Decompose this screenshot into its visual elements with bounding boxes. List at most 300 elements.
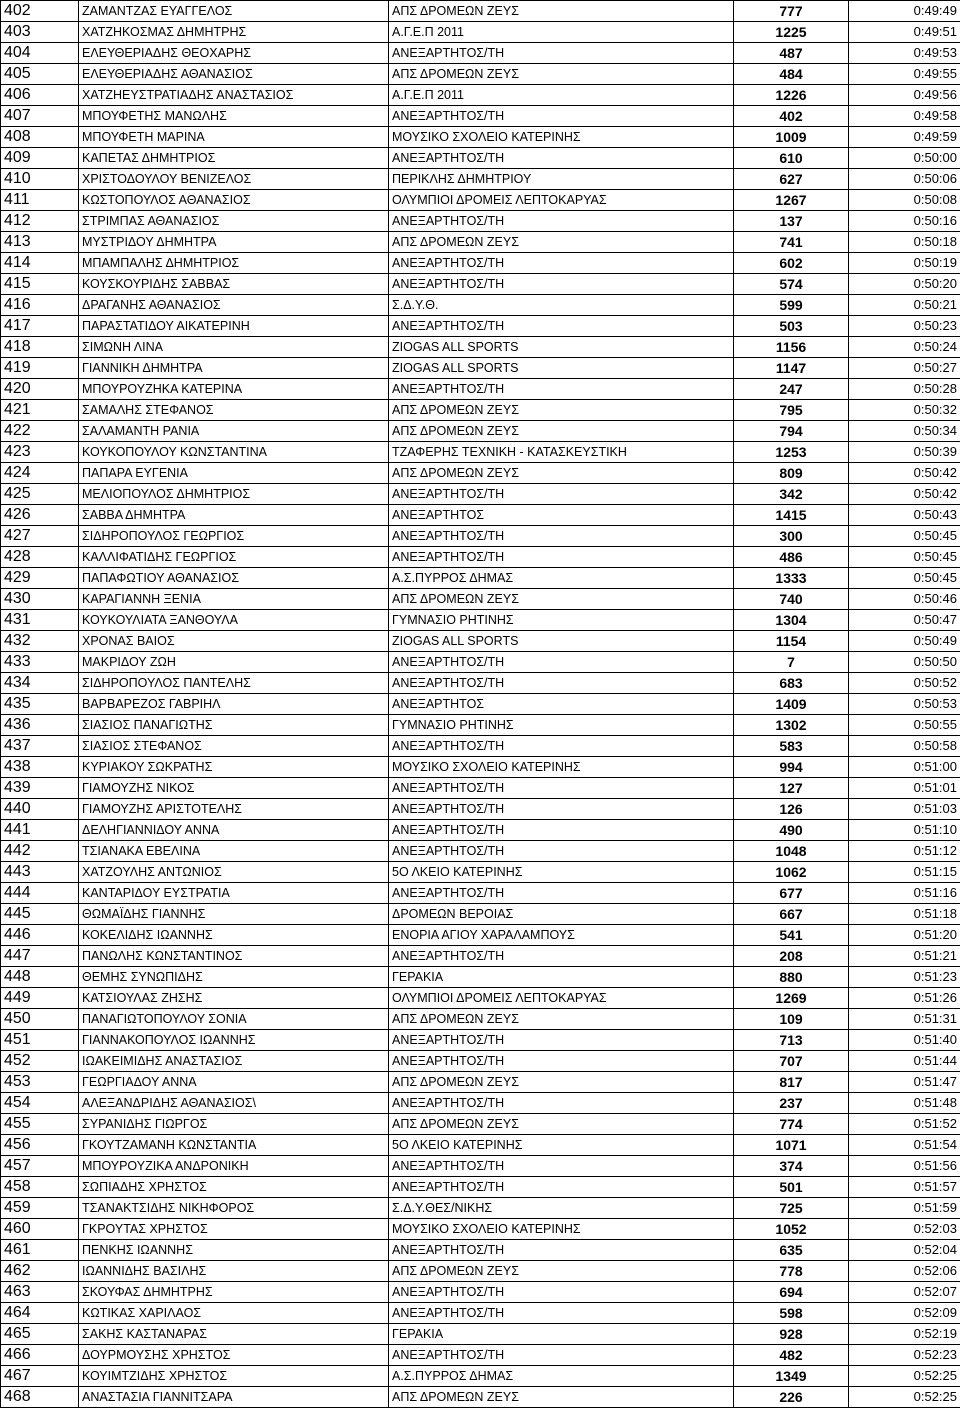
bib-number-cell: 1225 bbox=[734, 22, 849, 43]
club-cell: ΓΥΜΝΑΣΙΟ ΡΗΤΙΝΗΣ bbox=[389, 715, 734, 736]
table-row bbox=[1, 1135, 960, 1156]
bib-number-cell: 109 bbox=[734, 1009, 849, 1030]
bib-number-cell: 777 bbox=[734, 1, 849, 22]
runner-name-cell: ΖΑΜΑΝΤΖΑΣ ΕΥΑΓΓΕΛΟΣ bbox=[79, 1, 389, 22]
rank-cell: 438 bbox=[1, 757, 79, 778]
table-row bbox=[1, 190, 960, 211]
club-cell: ΑΝΕΞΑΡΤΗΤΟΣ/ΤΗ bbox=[389, 1156, 734, 1177]
rank-cell: 440 bbox=[1, 799, 79, 820]
runner-name-cell: ΚΩΣΤΟΠΟΥΛΟΣ ΑΘΑΝΑΣΙΟΣ bbox=[79, 190, 389, 211]
table-row bbox=[1, 1051, 960, 1072]
rank-cell: 414 bbox=[1, 253, 79, 274]
table-row bbox=[1, 274, 960, 295]
rank-cell: 420 bbox=[1, 379, 79, 400]
table-row bbox=[1, 694, 960, 715]
runner-name-cell: ΚΑΛΛΙΦΑΤΙΔΗΣ ΓΕΩΡΓΙΟΣ bbox=[79, 547, 389, 568]
bib-number-cell: 300 bbox=[734, 526, 849, 547]
rank-cell: 423 bbox=[1, 442, 79, 463]
rank-cell: 455 bbox=[1, 1114, 79, 1135]
rank-cell: 429 bbox=[1, 568, 79, 589]
rank-cell: 461 bbox=[1, 1240, 79, 1261]
table-row bbox=[1, 232, 960, 253]
table-row bbox=[1, 22, 960, 43]
finish-time-cell: 0:50:52 bbox=[849, 673, 960, 694]
bib-number-cell: 598 bbox=[734, 1303, 849, 1324]
bib-number-cell: 7 bbox=[734, 652, 849, 673]
club-cell: ΑΝΕΞΑΡΤΗΤΟΣ/ΤΗ bbox=[389, 274, 734, 295]
rank-cell: 444 bbox=[1, 883, 79, 904]
club-cell: ΑΝΕΞΑΡΤΗΤΟΣ/ΤΗ bbox=[389, 736, 734, 757]
table-row bbox=[1, 1387, 960, 1408]
table-row bbox=[1, 841, 960, 862]
bib-number-cell: 137 bbox=[734, 211, 849, 232]
runner-name-cell: ΣΥΡΑΝΙΔΗΣ ΓΙΩΡΓΟΣ bbox=[79, 1114, 389, 1135]
finish-time-cell: 0:51:00 bbox=[849, 757, 960, 778]
table-row bbox=[1, 757, 960, 778]
bib-number-cell: 1253 bbox=[734, 442, 849, 463]
finish-time-cell: 0:50:42 bbox=[849, 484, 960, 505]
table-row bbox=[1, 169, 960, 190]
table-row bbox=[1, 127, 960, 148]
bib-number-cell: 599 bbox=[734, 295, 849, 316]
runner-name-cell: ΧΡΙΣΤΟΔΟΥΛΟΥ ΒΕΝΙΖΕΛΟΣ bbox=[79, 169, 389, 190]
club-cell: ΑΝΕΞΑΡΤΗΤΟΣ/ΤΗ bbox=[389, 673, 734, 694]
runner-name-cell: ΚΥΡΙΑΚΟΥ ΣΩΚΡΑΤΗΣ bbox=[79, 757, 389, 778]
finish-time-cell: 0:49:56 bbox=[849, 85, 960, 106]
bib-number-cell: 809 bbox=[734, 463, 849, 484]
club-cell: ΑΠΣ ΔΡΟΜΕΩΝ ΖΕΥΣ bbox=[389, 421, 734, 442]
club-cell: ΑΝΕΞΑΡΤΗΤΟΣ/ΤΗ bbox=[389, 1282, 734, 1303]
runner-name-cell: ΧΡΟΝΑΣ ΒΑΙΟΣ bbox=[79, 631, 389, 652]
club-cell: ΑΝΕΞΑΡΤΗΤΟΣ/ΤΗ bbox=[389, 379, 734, 400]
table-row bbox=[1, 1198, 960, 1219]
club-cell: ΑΝΕΞΑΡΤΗΤΟΣ/ΤΗ bbox=[389, 1303, 734, 1324]
finish-time-cell: 0:50:32 bbox=[849, 400, 960, 421]
runner-name-cell: ΠΑΝΑΓΙΩΤΟΠΟΥΛΟΥ ΣΟΝΙΑ bbox=[79, 1009, 389, 1030]
rank-cell: 415 bbox=[1, 274, 79, 295]
bib-number-cell: 484 bbox=[734, 64, 849, 85]
table-row bbox=[1, 1324, 960, 1345]
table-row bbox=[1, 1, 960, 22]
runner-name-cell: ΕΛΕΥΘΕΡΙΑΔΗΣ ΑΘΑΝΑΣΙΟΣ bbox=[79, 64, 389, 85]
rank-cell: 416 bbox=[1, 295, 79, 316]
club-cell: ΑΝΕΞΑΡΤΗΤΟΣ/ΤΗ bbox=[389, 547, 734, 568]
runner-name-cell: ΣΤΡΙΜΠΑΣ ΑΘΑΝΑΣΙΟΣ bbox=[79, 211, 389, 232]
finish-time-cell: 0:50:08 bbox=[849, 190, 960, 211]
table-row bbox=[1, 421, 960, 442]
bib-number-cell: 880 bbox=[734, 967, 849, 988]
club-cell: ΑΠΣ ΔΡΟΜΕΩΝ ΖΕΥΣ bbox=[389, 1114, 734, 1135]
bib-number-cell: 1302 bbox=[734, 715, 849, 736]
finish-time-cell: 0:50:27 bbox=[849, 358, 960, 379]
finish-time-cell: 0:50:18 bbox=[849, 232, 960, 253]
bib-number-cell: 677 bbox=[734, 883, 849, 904]
table-row bbox=[1, 463, 960, 484]
bib-number-cell: 342 bbox=[734, 484, 849, 505]
bib-number-cell: 627 bbox=[734, 169, 849, 190]
rank-cell: 445 bbox=[1, 904, 79, 925]
bib-number-cell: 741 bbox=[734, 232, 849, 253]
bib-number-cell: 374 bbox=[734, 1156, 849, 1177]
bib-number-cell: 574 bbox=[734, 274, 849, 295]
rank-cell: 457 bbox=[1, 1156, 79, 1177]
bib-number-cell: 541 bbox=[734, 925, 849, 946]
bib-number-cell: 486 bbox=[734, 547, 849, 568]
runner-name-cell: ΚΑΝΤΑΡΙΔΟΥ ΕΥΣΤΡΑΤΙΑ bbox=[79, 883, 389, 904]
bib-number-cell: 1147 bbox=[734, 358, 849, 379]
rank-cell: 432 bbox=[1, 631, 79, 652]
bib-number-cell: 725 bbox=[734, 1198, 849, 1219]
finish-time-cell: 0:50:23 bbox=[849, 316, 960, 337]
bib-number-cell: 774 bbox=[734, 1114, 849, 1135]
finish-time-cell: 0:50:45 bbox=[849, 547, 960, 568]
table-row bbox=[1, 1219, 960, 1240]
runner-name-cell: ΣΑΜΑΛΗΣ ΣΤΕΦΑΝΟΣ bbox=[79, 400, 389, 421]
table-row bbox=[1, 568, 960, 589]
runner-name-cell: ΜΠΑΜΠΑΛΗΣ ΔΗΜΗΤΡΙΟΣ bbox=[79, 253, 389, 274]
runner-name-cell: ΓΚΡΟΥΤΑΣ ΧΡΗΣΤΟΣ bbox=[79, 1219, 389, 1240]
rank-cell: 430 bbox=[1, 589, 79, 610]
rank-cell: 456 bbox=[1, 1135, 79, 1156]
club-cell: ΑΠΣ ΔΡΟΜΕΩΝ ΖΕΥΣ bbox=[389, 64, 734, 85]
club-cell: ΑΠΣ ΔΡΟΜΕΩΝ ΖΕΥΣ bbox=[389, 463, 734, 484]
rank-cell: 425 bbox=[1, 484, 79, 505]
bib-number-cell: 1409 bbox=[734, 694, 849, 715]
finish-time-cell: 0:50:42 bbox=[849, 463, 960, 484]
finish-time-cell: 0:49:49 bbox=[849, 1, 960, 22]
runner-name-cell: ΣΙΑΣΙΟΣ ΠΑΝΑΓΙΩΤΗΣ bbox=[79, 715, 389, 736]
rank-cell: 426 bbox=[1, 505, 79, 526]
club-cell: ΑΝΕΞΑΡΤΗΤΟΣ/ΤΗ bbox=[389, 652, 734, 673]
rank-cell: 428 bbox=[1, 547, 79, 568]
finish-time-cell: 0:50:34 bbox=[849, 421, 960, 442]
finish-time-cell: 0:52:19 bbox=[849, 1324, 960, 1345]
finish-time-cell: 0:50:53 bbox=[849, 694, 960, 715]
club-cell: ΠΕΡΙΚΛΗΣ ΔΗΜΗΤΡΙΟΥ bbox=[389, 169, 734, 190]
runner-name-cell: ΕΛΕΥΘΕΡΙΑΔΗΣ ΘΕΟΧΑΡΗΣ bbox=[79, 43, 389, 64]
club-cell: Σ.Δ.Υ.Θ. bbox=[389, 295, 734, 316]
table-row bbox=[1, 106, 960, 127]
table-row bbox=[1, 652, 960, 673]
finish-time-cell: 0:51:26 bbox=[849, 988, 960, 1009]
bib-number-cell: 1052 bbox=[734, 1219, 849, 1240]
club-cell: ΑΠΣ ΔΡΟΜΕΩΝ ΖΕΥΣ bbox=[389, 1, 734, 22]
table-row bbox=[1, 820, 960, 841]
club-cell: ΑΠΣ ΔΡΟΜΕΩΝ ΖΕΥΣ bbox=[389, 1261, 734, 1282]
table-row bbox=[1, 358, 960, 379]
table-row bbox=[1, 400, 960, 421]
runner-name-cell: ΠΑΝΩΛΗΣ ΚΩΝΣΤΑΝΤΙΝΟΣ bbox=[79, 946, 389, 967]
table-row bbox=[1, 736, 960, 757]
bib-number-cell: 501 bbox=[734, 1177, 849, 1198]
bib-number-cell: 794 bbox=[734, 421, 849, 442]
bib-number-cell: 1062 bbox=[734, 862, 849, 883]
club-cell: ΜΟΥΣΙΚΟ ΣΧΟΛΕΙΟ ΚΑΤΕΡΙΝΗΣ bbox=[389, 757, 734, 778]
rank-cell: 441 bbox=[1, 820, 79, 841]
club-cell: ΑΝΕΞΑΡΤΗΤΟΣ/ΤΗ bbox=[389, 253, 734, 274]
rank-cell: 417 bbox=[1, 316, 79, 337]
runner-name-cell: ΙΩΑΚΕΙΜΙΔΗΣ ΑΝΑΣΤΑΣΙΟΣ bbox=[79, 1051, 389, 1072]
rank-cell: 407 bbox=[1, 106, 79, 127]
runner-name-cell: ΔΟΥΡΜΟΥΣΗΣ ΧΡΗΣΤΟΣ bbox=[79, 1345, 389, 1366]
runner-name-cell: ΜΕΛΙΟΠΟΥΛΟΣ ΔΗΜΗΤΡΙΟΣ bbox=[79, 484, 389, 505]
club-cell: ΑΠΣ ΔΡΟΜΕΩΝ ΖΕΥΣ bbox=[389, 1387, 734, 1408]
rank-cell: 452 bbox=[1, 1051, 79, 1072]
table-row bbox=[1, 85, 960, 106]
finish-time-cell: 0:50:50 bbox=[849, 652, 960, 673]
rank-cell: 458 bbox=[1, 1177, 79, 1198]
runner-name-cell: ΣΑΛΑΜΑΝΤΗ ΡΑΝΙΑ bbox=[79, 421, 389, 442]
finish-time-cell: 0:49:59 bbox=[849, 127, 960, 148]
finish-time-cell: 0:51:44 bbox=[849, 1051, 960, 1072]
club-cell: ΑΝΕΞΑΡΤΗΤΟΣ/ΤΗ bbox=[389, 946, 734, 967]
finish-time-cell: 0:52:06 bbox=[849, 1261, 960, 1282]
rank-cell: 421 bbox=[1, 400, 79, 421]
finish-time-cell: 0:49:58 bbox=[849, 106, 960, 127]
rank-cell: 447 bbox=[1, 946, 79, 967]
runner-name-cell: ΜΠΟΥΦΕΤΗΣ ΜΑΝΩΛΗΣ bbox=[79, 106, 389, 127]
club-cell: ΑΝΕΞΑΡΤΗΤΟΣ/ΤΗ bbox=[389, 1030, 734, 1051]
bib-number-cell: 740 bbox=[734, 589, 849, 610]
rank-cell: 434 bbox=[1, 673, 79, 694]
table-row bbox=[1, 946, 960, 967]
runner-name-cell: ΠΑΠΑΡΑ ΕΥΓΕΝΙΑ bbox=[79, 463, 389, 484]
finish-time-cell: 0:50:45 bbox=[849, 568, 960, 589]
finish-time-cell: 0:51:01 bbox=[849, 778, 960, 799]
table-row bbox=[1, 211, 960, 232]
table-row bbox=[1, 148, 960, 169]
rank-cell: 459 bbox=[1, 1198, 79, 1219]
bib-number-cell: 817 bbox=[734, 1072, 849, 1093]
club-cell: ZIOGAS ALL SPORTS bbox=[389, 631, 734, 652]
table-row bbox=[1, 904, 960, 925]
rank-cell: 448 bbox=[1, 967, 79, 988]
club-cell: ΑΝΕΞΑΡΤΗΤΟΣ/ΤΗ bbox=[389, 211, 734, 232]
runner-name-cell: ΧΑΤΖΟΥΛΗΣ ΑΝΤΩΝΙΟΣ bbox=[79, 862, 389, 883]
runner-name-cell: ΣΩΠΙΑΔΗΣ ΧΡΗΣΤΟΣ bbox=[79, 1177, 389, 1198]
table-row bbox=[1, 778, 960, 799]
bib-number-cell: 1333 bbox=[734, 568, 849, 589]
club-cell: Α.Γ.Ε.Π 2011 bbox=[389, 22, 734, 43]
table-row bbox=[1, 1366, 960, 1387]
bib-number-cell: 1154 bbox=[734, 631, 849, 652]
finish-time-cell: 0:52:03 bbox=[849, 1219, 960, 1240]
finish-time-cell: 0:51:23 bbox=[849, 967, 960, 988]
bib-number-cell: 610 bbox=[734, 148, 849, 169]
runner-name-cell: ΒΑΡΒΑΡΕΖΟΣ ΓΑΒΡΙΗΛ bbox=[79, 694, 389, 715]
club-cell: ΑΝΕΞΑΡΤΗΤΟΣ/ΤΗ bbox=[389, 883, 734, 904]
finish-time-cell: 0:49:51 bbox=[849, 22, 960, 43]
runner-name-cell: ΚΑΠΕΤΑΣ ΔΗΜΗΤΡΙΟΣ bbox=[79, 148, 389, 169]
rank-cell: 451 bbox=[1, 1030, 79, 1051]
runner-name-cell: ΤΣΑΝΑΚΤΣΙΔΗΣ ΝΙΚΗΦΟΡΟΣ bbox=[79, 1198, 389, 1219]
finish-time-cell: 0:50:19 bbox=[849, 253, 960, 274]
club-cell: ZIOGAS ALL SPORTS bbox=[389, 337, 734, 358]
club-cell: ΑΝΕΞΑΡΤΗΤΟΣ/ΤΗ bbox=[389, 1177, 734, 1198]
bib-number-cell: 208 bbox=[734, 946, 849, 967]
club-cell: ΑΝΕΞΑΡΤΗΤΟΣ/ΤΗ bbox=[389, 1345, 734, 1366]
rank-cell: 418 bbox=[1, 337, 79, 358]
table-row bbox=[1, 1177, 960, 1198]
table-row bbox=[1, 799, 960, 820]
runner-name-cell: ΧΑΤΖΗΕΥΣΤΡΑΤΙΑΔΗΣ ΑΝΑΣΤΑΣΙΟΣ bbox=[79, 85, 389, 106]
finish-time-cell: 0:50:45 bbox=[849, 526, 960, 547]
club-cell: ΑΝΕΞΑΡΤΗΤΟΣ/ΤΗ bbox=[389, 148, 734, 169]
bib-number-cell: 402 bbox=[734, 106, 849, 127]
table-row bbox=[1, 1303, 960, 1324]
finish-time-cell: 0:52:23 bbox=[849, 1345, 960, 1366]
runner-name-cell: ΓΙΑΝΝΙΚΗ ΔΗΜΗΤΡΑ bbox=[79, 358, 389, 379]
table-row bbox=[1, 883, 960, 904]
club-cell: ΑΝΕΞΑΡΤΗΤΟΣ/ΤΗ bbox=[389, 799, 734, 820]
rank-cell: 449 bbox=[1, 988, 79, 1009]
bib-number-cell: 490 bbox=[734, 820, 849, 841]
runner-name-cell: ΣΙΜΩΝΗ ΛΙΝΑ bbox=[79, 337, 389, 358]
finish-time-cell: 0:50:00 bbox=[849, 148, 960, 169]
table-row bbox=[1, 64, 960, 85]
club-cell: ZIOGAS ALL SPORTS bbox=[389, 358, 734, 379]
rank-cell: 453 bbox=[1, 1072, 79, 1093]
club-cell: ΑΝΕΞΑΡΤΗΤΟΣ/ΤΗ bbox=[389, 106, 734, 127]
rank-cell: 443 bbox=[1, 862, 79, 883]
runner-name-cell: ΓΙΑΜΟΥΖΗΣ ΑΡΙΣΤΟΤΕΛΗΣ bbox=[79, 799, 389, 820]
club-cell: ΟΛΥΜΠΙΟΙ ΔΡΟΜΕΙΣ ΛΕΠΤΟΚΑΡΥΑΣ bbox=[389, 988, 734, 1009]
runner-name-cell: ΣΑΚΗΣ ΚΑΣΤΑΝΑΡΑΣ bbox=[79, 1324, 389, 1345]
finish-time-cell: 0:50:47 bbox=[849, 610, 960, 631]
finish-time-cell: 0:50:55 bbox=[849, 715, 960, 736]
table-row bbox=[1, 1114, 960, 1135]
runner-name-cell: ΜΠΟΥΡΟΥΖΗΚΑ ΚΑΤΕΡΙΝΑ bbox=[79, 379, 389, 400]
rank-cell: 437 bbox=[1, 736, 79, 757]
finish-time-cell: 0:52:25 bbox=[849, 1366, 960, 1387]
bib-number-cell: 1349 bbox=[734, 1366, 849, 1387]
table-row bbox=[1, 1240, 960, 1261]
bib-number-cell: 1267 bbox=[734, 190, 849, 211]
table-row bbox=[1, 1072, 960, 1093]
finish-time-cell: 0:51:20 bbox=[849, 925, 960, 946]
table-row bbox=[1, 337, 960, 358]
rank-cell: 454 bbox=[1, 1093, 79, 1114]
rank-cell: 467 bbox=[1, 1366, 79, 1387]
finish-time-cell: 0:51:16 bbox=[849, 883, 960, 904]
club-cell: ΔΡΟΜΕΩΝ ΒΕΡΟΙΑΣ bbox=[389, 904, 734, 925]
bib-number-cell: 1415 bbox=[734, 505, 849, 526]
table-row bbox=[1, 1093, 960, 1114]
club-cell: ΜΟΥΣΙΚΟ ΣΧΟΛΕΙΟ ΚΑΤΕΡΙΝΗΣ bbox=[389, 1219, 734, 1240]
table-row bbox=[1, 988, 960, 1009]
runner-name-cell: ΜΠΟΥΦΕΤΗ ΜΑΡΙΝΑ bbox=[79, 127, 389, 148]
finish-time-cell: 0:52:07 bbox=[849, 1282, 960, 1303]
finish-time-cell: 0:50:21 bbox=[849, 295, 960, 316]
table-row bbox=[1, 1009, 960, 1030]
finish-time-cell: 0:51:59 bbox=[849, 1198, 960, 1219]
finish-time-cell: 0:51:54 bbox=[849, 1135, 960, 1156]
club-cell: 5Ο ΛΚΕΙΟ ΚΑΤΕΡΙΝΗΣ bbox=[389, 862, 734, 883]
rank-cell: 466 bbox=[1, 1345, 79, 1366]
bib-number-cell: 667 bbox=[734, 904, 849, 925]
club-cell: ΑΝΕΞΑΡΤΗΤΟΣ/ΤΗ bbox=[389, 820, 734, 841]
rank-cell: 412 bbox=[1, 211, 79, 232]
bib-number-cell: 694 bbox=[734, 1282, 849, 1303]
finish-time-cell: 0:52:04 bbox=[849, 1240, 960, 1261]
runner-name-cell: ΤΣΙΑΝΑΚΑ ΕΒΕΛΙΝΑ bbox=[79, 841, 389, 862]
rank-cell: 436 bbox=[1, 715, 79, 736]
rank-cell: 405 bbox=[1, 64, 79, 85]
runner-name-cell: ΘΩΜΑΪΔΗΣ ΓΙΑΝΝΗΣ bbox=[79, 904, 389, 925]
bib-number-cell: 127 bbox=[734, 778, 849, 799]
table-row bbox=[1, 253, 960, 274]
finish-time-cell: 0:50:46 bbox=[849, 589, 960, 610]
club-cell: ΑΝΕΞΑΡΤΗΤΟΣ/ΤΗ bbox=[389, 316, 734, 337]
runner-name-cell: ΑΛΕΞΑΝΔΡΙΔΗΣ ΑΘΑΝΑΣΙΟΣ\ bbox=[79, 1093, 389, 1114]
runner-name-cell: ΠΑΠΑΦΩΤΙΟΥ ΑΘΑΝΑΣΙΟΣ bbox=[79, 568, 389, 589]
bib-number-cell: 635 bbox=[734, 1240, 849, 1261]
bib-number-cell: 247 bbox=[734, 379, 849, 400]
rank-cell: 411 bbox=[1, 190, 79, 211]
club-cell: ΑΝΕΞΑΡΤΗΤΟΣ bbox=[389, 505, 734, 526]
runner-name-cell: ΣΚΟΥΦΑΣ ΔΗΜΗΤΡΗΣ bbox=[79, 1282, 389, 1303]
club-cell: ΑΝΕΞΑΡΤΗΤΟΣ/ΤΗ bbox=[389, 841, 734, 862]
club-cell: ΑΝΕΞΑΡΤΗΤΟΣ/ΤΗ bbox=[389, 1051, 734, 1072]
rank-cell: 403 bbox=[1, 22, 79, 43]
bib-number-cell: 707 bbox=[734, 1051, 849, 1072]
rank-cell: 404 bbox=[1, 43, 79, 64]
club-cell: ΑΠΣ ΔΡΟΜΕΩΝ ΖΕΥΣ bbox=[389, 589, 734, 610]
finish-time-cell: 0:51:57 bbox=[849, 1177, 960, 1198]
bib-number-cell: 226 bbox=[734, 1387, 849, 1408]
bib-number-cell: 503 bbox=[734, 316, 849, 337]
bib-number-cell: 928 bbox=[734, 1324, 849, 1345]
rank-cell: 408 bbox=[1, 127, 79, 148]
runner-name-cell: ΚΟΥΚΟΥΛΙΑΤΑ ΞΑΝΘΟΥΛΑ bbox=[79, 610, 389, 631]
finish-time-cell: 0:50:43 bbox=[849, 505, 960, 526]
finish-time-cell: 0:51:40 bbox=[849, 1030, 960, 1051]
runner-name-cell: ΚΩΤΙΚΑΣ ΧΑΡΙΛΑΟΣ bbox=[79, 1303, 389, 1324]
rank-cell: 413 bbox=[1, 232, 79, 253]
table-row bbox=[1, 589, 960, 610]
table-row bbox=[1, 316, 960, 337]
bib-number-cell: 1048 bbox=[734, 841, 849, 862]
runner-name-cell: ΣΙΑΣΙΟΣ ΣΤΕΦΑΝΟΣ bbox=[79, 736, 389, 757]
club-cell: ΓΥΜΝΑΣΙΟ ΡΗΤΙΝΗΣ bbox=[389, 610, 734, 631]
runner-name-cell: ΠΑΡΑΣΤΑΤΙΔΟΥ ΑΙΚΑΤΕΡΙΝΗ bbox=[79, 316, 389, 337]
table-row bbox=[1, 1345, 960, 1366]
bib-number-cell: 602 bbox=[734, 253, 849, 274]
runner-name-cell: ΜΑΚΡΙΔΟΥ ΖΩΗ bbox=[79, 652, 389, 673]
finish-time-cell: 0:51:48 bbox=[849, 1093, 960, 1114]
bib-number-cell: 583 bbox=[734, 736, 849, 757]
club-cell: ΑΝΕΞΑΡΤΗΤΟΣ/ΤΗ bbox=[389, 43, 734, 64]
finish-time-cell: 0:51:15 bbox=[849, 862, 960, 883]
table-row bbox=[1, 862, 960, 883]
runner-name-cell: ΚΑΡΑΓΙΑΝΝΗ ΞΕΝΙΑ bbox=[79, 589, 389, 610]
club-cell: Α.Σ.ΠΥΡΡΟΣ ΔΗΜΑΣ bbox=[389, 568, 734, 589]
club-cell: ΑΝΕΞΑΡΤΗΤΟΣ/ΤΗ bbox=[389, 484, 734, 505]
club-cell: ΕΝΟΡΙΑ ΑΓΙΟΥ ΧΑΡΑΛΑΜΠΟΥΣ bbox=[389, 925, 734, 946]
rank-cell: 435 bbox=[1, 694, 79, 715]
rank-cell: 402 bbox=[1, 1, 79, 22]
bib-number-cell: 1071 bbox=[734, 1135, 849, 1156]
runner-name-cell: ΙΩΑΝΝΙΔΗΣ ΒΑΣΙΛΗΣ bbox=[79, 1261, 389, 1282]
bib-number-cell: 1226 bbox=[734, 85, 849, 106]
table-row bbox=[1, 967, 960, 988]
runner-name-cell: ΜΥΣΤΡΙΔΟΥ ΔΗΜΗΤΡΑ bbox=[79, 232, 389, 253]
rank-cell: 460 bbox=[1, 1219, 79, 1240]
rank-cell: 439 bbox=[1, 778, 79, 799]
table-row bbox=[1, 925, 960, 946]
table-row bbox=[1, 715, 960, 736]
club-cell: ΑΝΕΞΑΡΤΗΤΟΣ bbox=[389, 694, 734, 715]
